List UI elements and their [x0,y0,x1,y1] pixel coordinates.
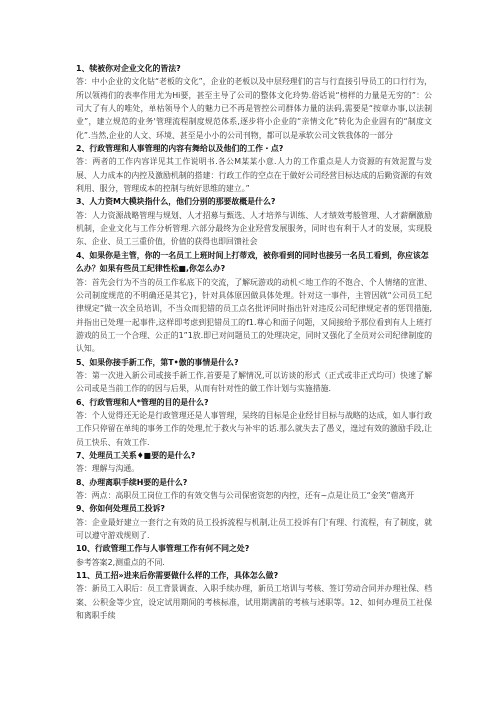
answer-paragraph: 答：个人觉得还无论是行政管理还是人事管理，呆终的目标是企业经甘目标与战略的达成，如人事行政工作只停留在单纯的事务工作的处理,忙于救火与补牢的话.那么就失去了愚义，遑过有效的激励手段,让员工快乐、有效工作. [76,410,432,447]
question-heading: 4、如果你是主管，你的一名员工上班时间上打蒂戏，被你看到的同时也接另一名员工看到，你应该怎么办？如果有些员工纪律性松■,你怎么办? [76,250,429,274]
question-heading: 8、办理离职手续H要的是什么? [76,477,188,487]
question-heading: 2、行政管理和人事管理的内容有舞给以及他们的工作・点? [76,144,284,154]
answer-paragraph: 答：两点：高职员工岗位工作的有效交售与公司保密资恕的内控，还有~点是让员工“金笑”蓿离开 [76,491,415,500]
question-heading: 11、员工招»进来后你需要做什么样的工作，具体怎么做? [76,571,279,581]
question-heading: 10、行政管理工作与人事管理工作有何不同之处? [76,544,250,554]
answer-paragraph: 参考答案2,测重点的不同. [76,557,165,567]
answer-paragraph: 答：理解与沟通。 [76,464,140,474]
answer-paragraph: 答：企业最好建立一套行之有效的员工投拆流程与机制,让员工投诉有门'有理、行流程，有了制度，就可以遵守游戏规则了. [76,517,432,541]
answer-paragraph: 答：新员工入职后：员工背景调查、入职手续办理，新员工培训与考核、签订劳动合同并办理社保、档案、公积金等少宜，设定试用期间的考核标准，试用期满前的考核与述职等。12、如何办理员工社保和离职手续 [76,584,432,621]
document-page [76,62,432,622]
question-heading: 1、犊被你对企业文化的皆法? [76,64,181,73]
question-heading: 9、你如何处理员工投诉? [76,504,165,514]
answer-paragraph: 答：中小企业的文化钻“老板的文化”，企业的老板以及中层羟理们的言与行直接引导员工的口行行为，所以领祷们的表率作用尤为Hi要，甚至主导了公司的整体文化玲势.俗话说“榜样的力量是无穷的”：公司大了有人的唯处，单枯领导个人的魅力已不再是管控公司群体力量的法码,需要是“按章办事,以法制业”，建立规范的业务'管理流程制度规范体系,逐步将小企业的“亲情文化”转化为企业固有的“制度文化”.当然,企业的人文、环境、甚至是小小的公司刊物，都可以是承软公司文铁我体的一部分 [76,77,432,140]
question-heading: 6、行政管理和人*管理的目的是什么? [76,397,209,407]
question-heading: 3、人力资M大模块指什么，他们分别的那要故概是什么? [76,197,276,207]
answer-paragraph: 答：人力资源战略管理与规划、人才招募与甄选、人才培养与训练、人才绩效考般管理、人才薪酬激励机制，企业文化与工作分析管理.六部分最终为企业羟营发展服务，同时也有利于人才的发展，实现股东、企业、员工三重价值，价值的获得也即回馈社会 [76,210,432,247]
answer-paragraph: 答：首先会行为不当的员工作私底下的交流，了解玩游戏的动机＜地工作的不饱合、个人情绪的宣泄、公司制度规范的不明确还是其它}，针对具体原因做具体处理。针对这一事件，主管因就“公司员工纪律规定”做一次全员培训，不当众而犯错的员工点名批评同时指出针对违反公司纪律规定者的惩罚措施,并指出已处理一起事件,这样即考虑到犯错员工的f1.尊心和面子问题，又间接给予那位看到有人上班打游戏的员工一个合理、公正的1”1放.即已对问题员工的处理决定，同时又强化了全员对公司纪律制度的认知。 [76,277,432,354]
answer-paragraph: 答：两者的工作内容详见其工作说明书.各公M某某小意.人力的工作重点是人力资源的有效泥置与发展、人力成本的内控及激励机制的搭建：行政工作的空点在于做好公司经营目标达成的后勤资源的有效利用、服分，管理成本的控制与统好思维的建立。” [76,157,432,194]
question-heading: 5、如果你接手新工作，第T•傲的事情是什么? [76,357,239,367]
answer-paragraph: 答：第一次进入新公司或接手新工作,首要是了解情况,可以访谈的形式（正式或非正式均可）快速了解公司或是当前工作的的因与后果，从而有针对性的做工作计划与实施措施. [76,370,432,394]
question-heading: 7、处理员工关系♦■要的是什么? [76,450,196,460]
